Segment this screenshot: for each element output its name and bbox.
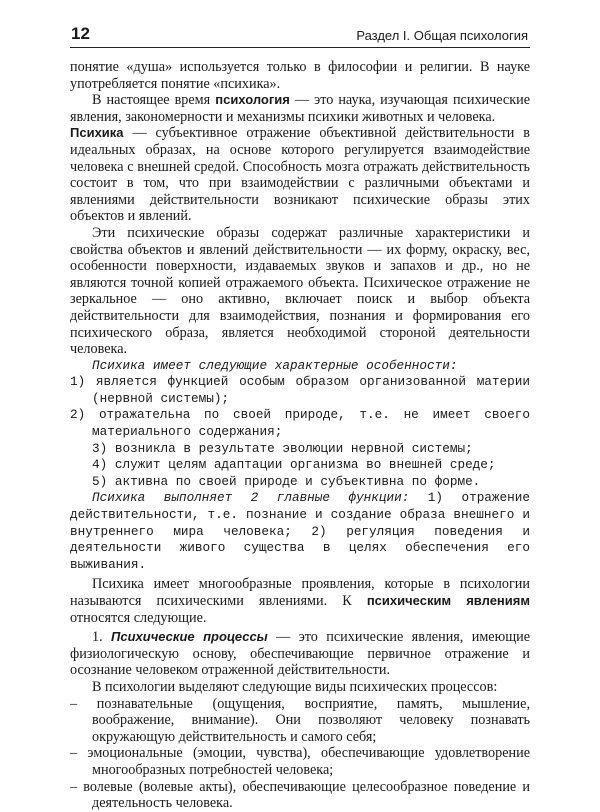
paragraph: В психологии выделяют следующие виды психических процессов: (92, 678, 498, 695)
page-number: 12 (71, 24, 90, 43)
functions-paragraph: Психика выполняет 2 главные функции: 1) отражение действительности, т.е. познание и создание образа внешнего и внутреннего мира человека; 2) регуляция поведения и деятельности живого существа в целях обеспечения его выживания. (70, 490, 530, 572)
body-text (70, 59, 530, 812)
paragraph-mental-phenomena: Психика имеет многообразные проявления, которые в психологии называются психическими явлениями. К психическим явлениям относятся следующие. (70, 576, 530, 626)
section-title: Раздел I. Общая психология (356, 28, 528, 43)
header-divider (70, 47, 530, 48)
paragraph-mental-processes: 1. Психические процессы — это психические явления, имеющие физиологическую основу, обеспечивающие первичное отражение и осознание человеком отраженной действительности. (70, 629, 531, 679)
paragraph: понятие «душа» используется только в философии и религии. В науке употребляется понятие «психика». (70, 59, 530, 92)
term-mental-phenomena: психическим явлениям (366, 593, 530, 608)
list-item: – волевые (волевые акты), обеспечивающие целесообразное поведение и деятельность человека. (70, 778, 530, 812)
list-item: 1) является функцией особым образом организованной материи (нервной системы); (70, 374, 530, 406)
features-heading: Психика имеет следующие характерные особенности: (92, 357, 458, 373)
list-item: 3) возникла в результате эволюции нервной системы; (92, 440, 473, 456)
term-psychology: психология (215, 92, 290, 108)
term-mental-processes: Психические процессы (111, 629, 268, 645)
list-item: – эмоциональные (эмоции, чувства), обеспечивающие удовлетворение многообразных потребностей человека; (70, 745, 530, 778)
list-item: 4) служит целям адаптации организма во внешней среде; (92, 457, 496, 473)
paragraph-psychology-definition: В настоящее время психология — это наука, изучающая психические явления, закономерности и механизмы психики животных и человека. (70, 92, 530, 125)
term-psyche: Психика (70, 125, 124, 141)
list-item: 2) отражательна по своей природе, т.е. не имеет своего материального содержания; (70, 407, 530, 440)
list-item: – познавательные (ощущения, восприятие, память, мышление, воображение, внимание). Они позволяют человеку познавать окружающую действительность и самого себя; (70, 695, 530, 745)
paragraph: Эти психические образы содержат различные характеристики и свойства объектов и явлений действительности — их форму, окраску, вес, особенности поверхности, издаваемых звуков и запахов и др., но не являются точной копией отражаемого объекта. Психическое отражение не зеркальное — оно активно, включает поиск и выбор объекта действительности для взаимодействия, познания и формирования его психического образа, является необходимой стороной деятельности человека. (70, 224, 530, 358)
paragraph-psyche-definition: Психика — субъективное отражение объективной действительности в идеальных образах, на основе которого регулируется взаимодействие человека с внешней средой. Способность мозга отражать действительность состоит в том, что при взаимодействии с различными объектами и явлениями действительности возникают психические образы этих объектов и явлений. (70, 125, 530, 225)
list-item: 5) активна по своей природе и субъективна по форме. (92, 473, 481, 489)
functions-heading: Психика выполняет 2 главные функции: (92, 490, 410, 506)
